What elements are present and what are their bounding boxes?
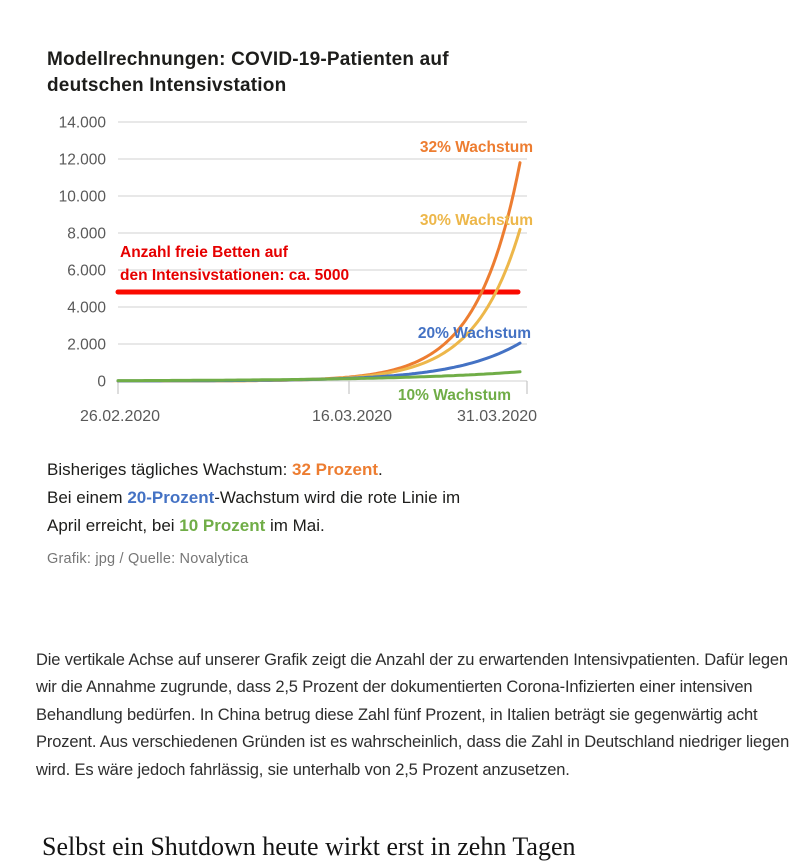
caption-highlight-32-prozent: 32 Prozent (292, 460, 379, 479)
caption-text: im Mai. (265, 516, 325, 535)
caption-line1 (47, 456, 567, 484)
y-axis-tick-label: 10.000 (58, 188, 106, 206)
caption-highlight-10-prozent: 10 Prozent (179, 516, 266, 535)
growth-chart-canvas (30, 95, 595, 440)
article-title-line1: Modellrechnungen: COVID-19-Patienten auf (47, 48, 449, 70)
caption-text: Bisheriges tägliches Wachstum: (47, 460, 293, 479)
section-subheading: Selbst ein Shutdown heute wirkt erst in zehn Tagen (42, 831, 576, 861)
y-axis-tick-label: 4.000 (67, 299, 106, 317)
x-axis-tick-label: 26.02.2020 (79, 408, 161, 425)
growth-chart (30, 95, 595, 440)
free-beds-annotation: Anzahl freie Betten auf (120, 244, 288, 261)
y-axis-tick-label: 8.000 (67, 225, 106, 243)
caption-line3 (47, 512, 567, 540)
caption-line2 (47, 484, 567, 512)
series-line-10-percent (118, 372, 520, 381)
article-title-line2: deutschen Intensivstation (47, 74, 287, 96)
series-label-10-percent: 10% Wachstum (397, 387, 511, 404)
y-axis-tick-label: 12.000 (58, 151, 106, 169)
series-label-20-percent: 20% Wachstum (417, 325, 531, 342)
caption-text: April erreicht, bei (47, 516, 180, 535)
article-title (47, 47, 607, 99)
x-axis-tick-label: 16.03.2020 (311, 408, 393, 425)
series-label-32-percent: 32% Wachstum (419, 139, 533, 156)
chart-caption (47, 456, 567, 540)
caption-text: . (378, 460, 383, 479)
article-paragraph: Die vertikale Achse auf unserer Grafik zeigt die Anzahl der zu erwartenden Intensivpatienten. Dafür legen wir die Annahme zugrunde, dass 2,5 Prozent der dokumentierten Corona-Infizierten einer intensiven Behandlung bedürfen. In China betrug diese Zahl fünf Prozent, in Italien beträgt sie gegenwärtig acht Prozent. Aus verschiedenen Gründen ist es wahrscheinlich, dass die Zahl in Deutschland niedriger liegen wird. Es wäre jedoch fahrlässig, sie unterhalb von 2,5 Prozent anzusetzen. (36, 650, 790, 779)
y-axis-tick-label: 0 (97, 373, 106, 391)
y-axis-tick-label: 2.000 (67, 336, 106, 354)
source-credit: Grafik: jpg / Quelle: Novalytica (47, 551, 249, 567)
caption-highlight-20-prozent: 20-Prozent (127, 488, 215, 507)
y-axis-tick-label: 6.000 (67, 262, 106, 280)
caption-text: -Wachstum wird die rote Linie im (214, 488, 461, 507)
series-label-30-percent: 30% Wachstum (419, 212, 533, 229)
free-beds-annotation: den Intensivstationen: ca. 5000 (120, 267, 350, 284)
caption-text: Bei einem (47, 488, 128, 507)
y-axis-tick-label: 14.000 (58, 114, 106, 132)
x-axis-tick-label: 31.03.2020 (456, 408, 538, 425)
